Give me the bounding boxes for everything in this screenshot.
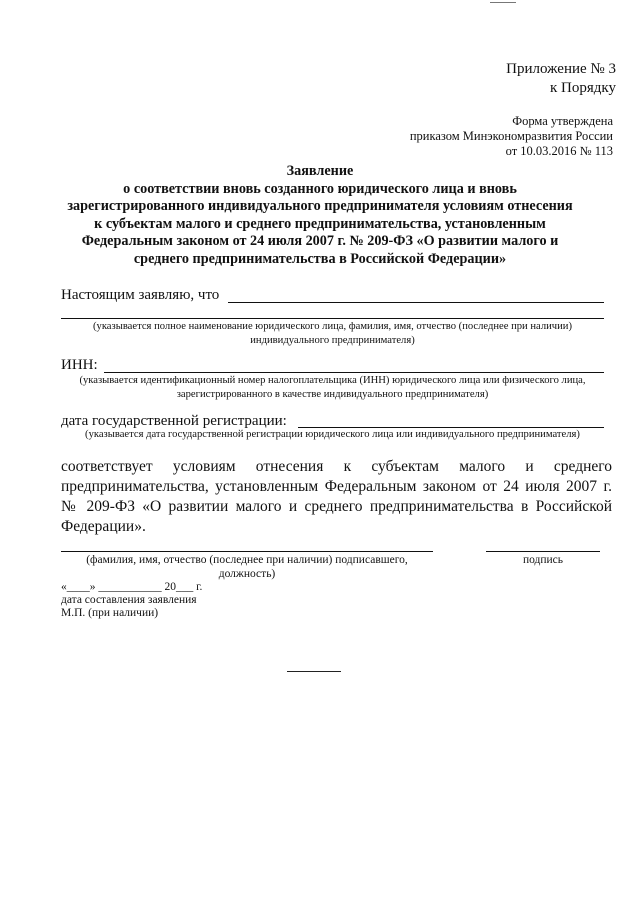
title-line-5: Федеральным законом от 24 июля 2007 г. № 209-ФЗ «О развитии малого и [81,233,559,249]
inn-hint [61,374,604,402]
inn-hint-line-1: (указывается идентификационный номер налогоплательщика (ИНН) юридического лица или физического лица, [79,375,586,386]
signer-name-line[interactable] [61,551,433,552]
inn-input-line[interactable] [104,372,604,373]
title-line-1: Заявление [286,163,354,179]
order-by-label: приказом Минэкономразвития России [409,129,613,143]
title-line-3: зарегистрированного индивидуального предпринимателя условиям отнесения [67,198,573,214]
body-line-3: № 209-ФЗ «О развитии малого и среднего предпринимательства в Российской [61,498,612,515]
stamp-label: М.П. (при наличии) [61,607,159,619]
declare-hint [61,320,604,348]
to-order-label: к Порядку [550,80,616,96]
document-title [40,163,600,268]
title-line-4: к субъектам малого и среднего предпринимательства, установленным [94,215,546,232]
scan-mark [490,2,516,3]
date-label: дата составления заявления [61,594,197,606]
inn-label: ИНН: [61,357,98,373]
body-paragraph [61,457,612,537]
body-line-4: Федерации». [61,518,146,535]
declare-hint-line-1: (указывается полное наименование юридического лица, фамилия, имя, отчество (последнее при наличии) [93,321,572,332]
registration-label: дата государственной регистрации: [61,413,287,429]
declare-label: Настоящим заявляю, что [61,287,220,303]
signature-line[interactable] [486,551,600,552]
inn-hint-line-2: зарегистрированного в качестве индивидуального предпринимателя) [176,389,489,400]
date-fill-line[interactable]: «____» ___________ 20___ г. [61,581,203,593]
bottom-separator [287,671,341,672]
title-line-2: о соответствии вновь созданного юридического лица и вновь [123,180,517,197]
declare-input-line-1[interactable] [228,302,604,303]
signer-name-hint: (фамилия, имя, отчество (последнее при наличии) подписавшего, должность) [86,554,408,580]
body-line-1: соответствует условиям отнесения к субъектам малого и среднего [61,458,612,475]
signature-hint: подпись [522,554,564,566]
form-approved-label: Форма утверждена [512,114,613,128]
appendix-label: Приложение № 3 [506,61,616,77]
declare-hint-line-2: индивидуального предпринимателя) [250,335,415,346]
body-line-2: предпринимательства, установленным Федеральным законом от 24 июля 2007 г. [61,478,612,495]
order-date-label: от 10.03.2016 № 113 [505,144,613,158]
declare-input-line-2[interactable] [61,318,604,319]
title-line-6: среднего предпринимательства в Российской Федерации» [133,250,507,267]
registration-hint: (указывается дата государственной регистрации юридического лица или индивидуального предпринимателя) [85,429,580,440]
